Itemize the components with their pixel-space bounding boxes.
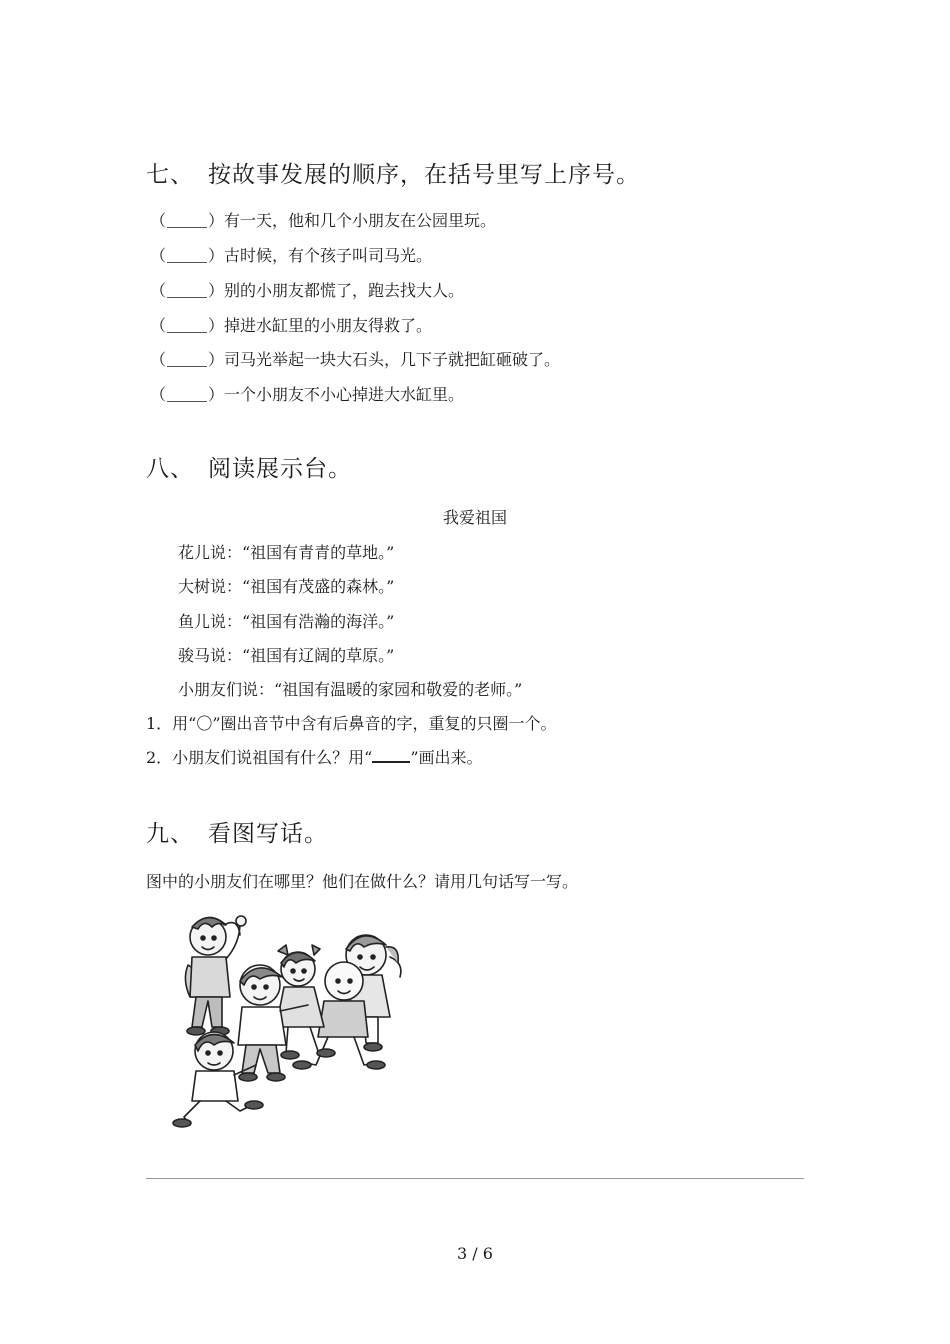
order-item-text: 古时候，有个孩子叫司马光。	[224, 246, 433, 265]
section-9-number: 九、	[146, 821, 194, 847]
poem-title: 我爱祖国	[442, 508, 507, 527]
answer-blank[interactable]	[167, 387, 207, 402]
order-item: （ ）掉进水缸里的小朋友得救了。	[150, 316, 433, 335]
section-8-number: 八、	[146, 456, 194, 482]
answer-blank[interactable]	[167, 213, 207, 228]
question-2: 2．小朋友们说祖国有什么？用“ ”画出来。	[146, 748, 483, 767]
poem-line: 骏马说：“祖国有辽阔的草原。”	[178, 646, 395, 665]
section-8-title: 阅读展示台。	[208, 456, 352, 482]
section-9-title: 看图写话。	[208, 821, 328, 847]
section-9-heading	[146, 815, 328, 848]
poem-line: 小朋友们说：“祖国有温暖的家园和敬爱的老师。”	[178, 680, 523, 699]
underline-symbol	[372, 749, 410, 763]
answer-blank[interactable]	[167, 352, 207, 367]
answer-blank[interactable]	[167, 283, 207, 298]
order-item-text: 掉进水缸里的小朋友得救了。	[224, 316, 433, 335]
order-item-text: 别的小朋友都慌了，跑去找大人。	[224, 281, 465, 300]
section-7-heading	[146, 156, 640, 189]
answer-blank[interactable]	[167, 248, 207, 263]
section-7-number: 七、	[146, 162, 194, 188]
order-item: （ ）司马光举起一块大石头，几下子就把缸砸破了。	[150, 350, 561, 369]
page-number: 3 / 6	[457, 1244, 493, 1263]
order-item: （ ）有一天，他和几个小朋友在公园里玩。	[150, 211, 497, 230]
order-item-text: 有一天，他和几个小朋友在公园里玩。	[224, 211, 497, 230]
order-item-text: 一个小朋友不小心掉进大水缸里。	[224, 385, 465, 404]
children-playing-illustration	[168, 905, 408, 1135]
writing-line[interactable]	[146, 1178, 804, 1179]
writing-prompt: 图中的小朋友们在哪里？他们在做什么？请用几句话写一写。	[146, 872, 579, 891]
section-7-title: 按故事发展的顺序，在括号里写上序号。	[208, 162, 640, 188]
poem-line: 花儿说：“祖国有青青的草地。”	[178, 543, 395, 562]
order-item: （ ）一个小朋友不小心掉进大水缸里。	[150, 385, 465, 404]
answer-blank[interactable]	[167, 318, 207, 333]
poem-line: 鱼儿说：“祖国有浩瀚的海洋。”	[178, 612, 395, 631]
question-1: 1．用“〇”圈出音节中含有后鼻音的字，重复的只圈一个。	[146, 714, 557, 733]
order-item: （ ）别的小朋友都慌了，跑去找大人。	[150, 281, 465, 300]
poem-line: 大树说：“祖国有茂盛的森林。”	[178, 577, 395, 596]
order-item-text: 司马光举起一块大石头，几下子就把缸砸破了。	[224, 350, 561, 369]
section-8-heading	[146, 450, 352, 483]
order-item: （ ）古时候，有个孩子叫司马光。	[150, 246, 433, 265]
